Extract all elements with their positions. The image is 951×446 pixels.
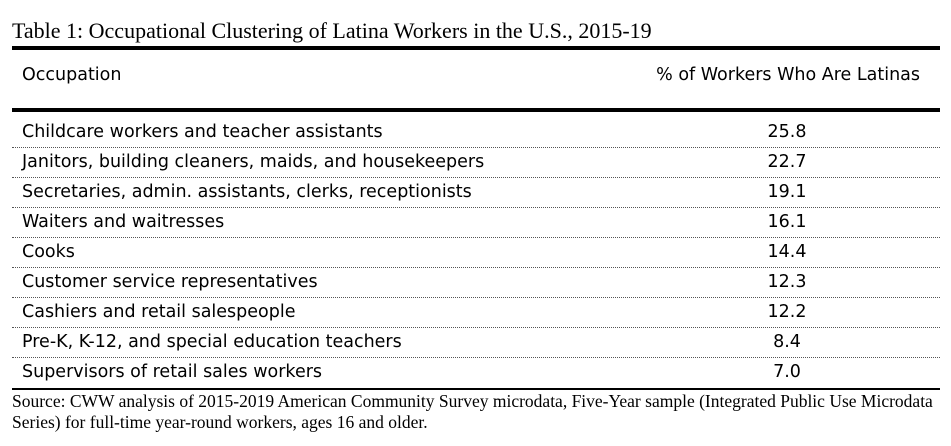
occupation-column-header: Occupation [22, 65, 122, 85]
occupation-cell: Cashiers and retail salespeople [22, 302, 296, 322]
percent-cell: 14.4 [767, 242, 807, 262]
data-table [12, 16, 940, 433]
table-row [12, 298, 940, 328]
percent-column-header: % of Workers Who Are Latinas [656, 65, 920, 85]
occupation-cell: Customer service representatives [22, 272, 318, 292]
percent-cell: 19.1 [767, 182, 807, 202]
percent-cell: 16.1 [767, 212, 807, 232]
table-row [12, 118, 940, 148]
occupation-cell: Childcare workers and teacher assistants [22, 122, 383, 142]
table-row [12, 268, 940, 298]
occupation-cell: Cooks [22, 242, 75, 262]
percent-cell: 12.2 [767, 302, 807, 322]
table-row [12, 148, 940, 178]
occupation-cell: Pre-K, K-12, and special education teachers [22, 332, 402, 352]
percent-cell: 7.0 [773, 362, 801, 382]
percent-cell: 25.8 [767, 122, 807, 142]
source-note: Source: CWW analysis of 2015-2019 American Community Survey microdata, Five-Year sample (Integrated Public Use Microdata Series) for full-time year-round workers, ages 16 and older. [12, 388, 940, 433]
table-row [12, 328, 940, 358]
occupation-cell: Waiters and waitresses [22, 212, 225, 232]
percent-cell: 12.3 [767, 272, 807, 292]
occupation-cell: Supervisors of retail sales workers [22, 362, 323, 382]
table-row [12, 358, 940, 388]
occupation-cell: Secretaries, admin. assistants, clerks, receptionists [22, 182, 472, 202]
occupation-cell: Janitors, building cleaners, maids, and housekeepers [22, 152, 485, 172]
percent-cell: 22.7 [767, 152, 807, 172]
table-body [12, 118, 940, 388]
table-row [12, 238, 940, 268]
table-title: Table 1: Occupational Clustering of Latina Workers in the U.S., 2015-19 [12, 16, 940, 50]
table-row [12, 178, 940, 208]
percent-cell: 8.4 [773, 332, 801, 352]
table-row [12, 208, 940, 238]
table-header [12, 50, 940, 112]
